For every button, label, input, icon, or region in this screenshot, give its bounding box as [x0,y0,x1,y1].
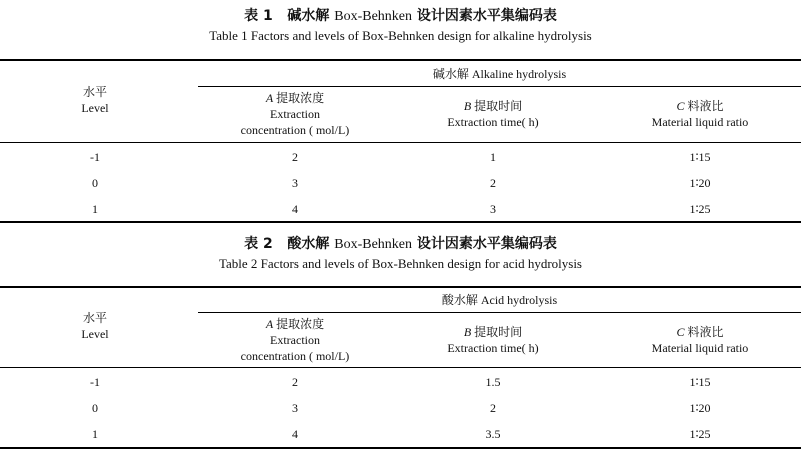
table-caption-zh [0,6,801,26]
table-cell: 1∶20 [689,401,711,415]
col-a-en1: Extraction [270,333,320,347]
group-header: 碱水解 Alkaline hydrolysis [432,67,567,81]
table-caption-en: Table 1 Factors and levels of Box-Behnken design for alkaline hydrolysis [209,28,592,43]
table-cell: 1∶25 [689,202,711,216]
col-c-en1: Material liquid ratio [651,341,749,355]
table-cell: 1 [92,427,98,441]
table-cell: 2 [490,401,496,415]
caption-prefix: 表 2 [244,236,273,252]
group-header: 酸水解 Acid hydrolysis [441,293,558,307]
col-b-header: B 提取时间 [463,325,523,339]
table-cell: 0 [92,401,98,415]
caption-latin: Box-Behnken [334,9,412,24]
table-cell: -1 [90,375,100,389]
caption-main: 酸水解 [287,236,330,252]
col-c-en1: Material liquid ratio [651,115,749,129]
table-cell: 3.5 [485,427,501,441]
col-a-header: A 提取浓度 [265,317,325,331]
top-rule [0,59,801,61]
col-b-en1: Extraction time( h) [447,341,539,355]
col-a-en1: Extraction [270,107,320,121]
table-cell: 3 [490,202,496,216]
table-cell: 3 [292,176,298,190]
group-rule [198,312,801,313]
caption-suffix: 设计因素水平集编码表 [416,236,557,252]
caption-main: 碱水解 [287,8,330,24]
table-cell: 1∶15 [689,150,711,164]
header-rule [0,142,801,143]
table-cell: 4 [292,202,298,216]
col-c-header: C 料液比 [676,99,724,113]
group-rule [198,86,801,87]
table-cell: 1∶25 [689,427,711,441]
table-cell: 1 [490,150,496,164]
level-header-en: Level [81,101,109,115]
table-2 [0,234,801,441]
col-a-header: A 提取浓度 [265,91,325,105]
level-header-en: Level [81,327,109,341]
caption-latin: Box-Behnken [334,237,412,252]
table-cell: 1.5 [485,375,501,389]
table-cell: 2 [292,150,298,164]
table-cell: 1∶15 [689,375,711,389]
col-c-header: C 料液比 [676,325,724,339]
header-rule [0,367,801,368]
top-rule [0,286,801,288]
table-caption-en: Table 2 Factors and levels of Box-Behnken design for acid hydrolysis [218,256,582,271]
table-cell: 4 [292,427,298,441]
col-b-header: B 提取时间 [463,99,523,113]
bottom-rule [0,447,801,449]
table-cell: 1∶20 [689,176,711,190]
bottom-rule [0,221,801,223]
level-header-zh: 水平 [82,311,107,325]
table-cell: 1 [92,202,98,216]
level-header-zh: 水平 [82,85,107,99]
col-a-en2: concentration ( mol/L) [240,349,350,363]
table-cell: -1 [90,150,100,164]
caption-prefix: 表 1 [244,8,273,24]
table-cell: 3 [292,401,298,415]
col-a-en2: concentration ( mol/L) [240,123,350,137]
table-caption-zh [0,234,801,254]
table-1 [0,6,801,216]
table-cell: 2 [490,176,496,190]
caption-suffix: 设计因素水平集编码表 [416,8,557,24]
col-b-en1: Extraction time( h) [447,115,539,129]
table-cell: 0 [92,176,98,190]
table-cell: 2 [292,375,298,389]
